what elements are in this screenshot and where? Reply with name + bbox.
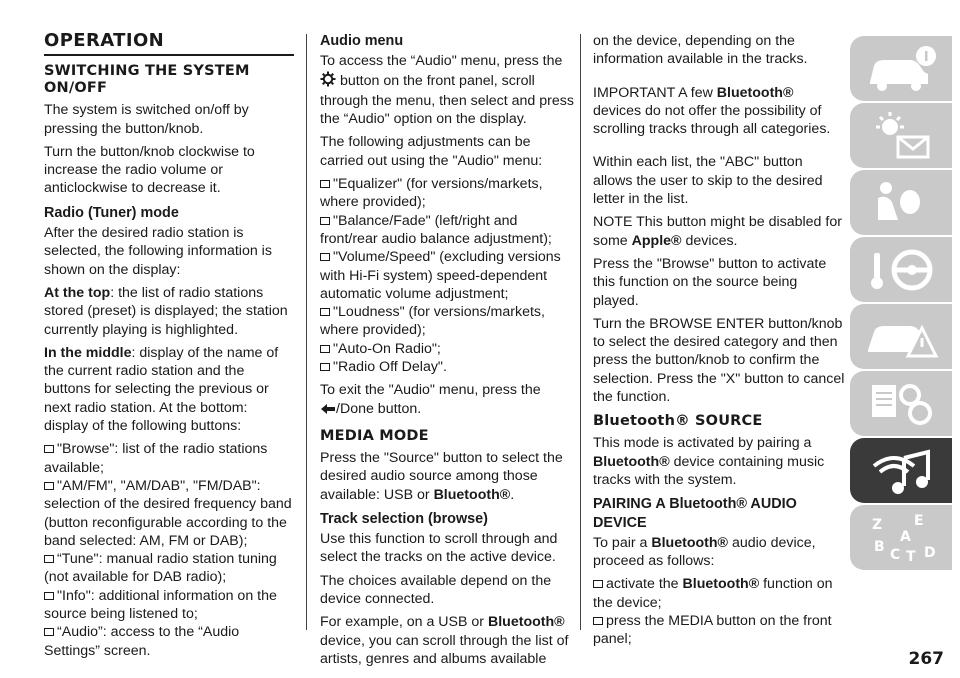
- warning-breakdown-icon: [864, 310, 944, 364]
- pairing-para: [593, 534, 845, 571]
- multimedia-icon: [864, 444, 944, 498]
- tab-index[interactable]: [850, 505, 952, 570]
- chapter-tab-strip: [850, 36, 952, 572]
- track-para-1: Use this function to scroll through and select the tracks on the active device.: [320, 531, 558, 566]
- gear-icon: [320, 71, 336, 92]
- switch-para-2: Turn the button/knob clockwise to increase the radio volume or anticlockwise to decrease it.: [44, 143, 255, 197]
- bluetooth-source-para: [593, 434, 845, 489]
- column-1: [44, 30, 294, 660]
- column-2: [320, 30, 574, 673]
- top-label: At the top: [44, 284, 111, 301]
- abc-para: Within each list, the "ABC" button allows the user to skip to the desired letter in the list.: [593, 154, 823, 208]
- list-item: [44, 587, 294, 624]
- list-item: [44, 623, 294, 660]
- car-info-icon: [864, 42, 944, 96]
- bullet-icon: [44, 482, 54, 490]
- bullet-icon: [44, 445, 54, 453]
- track-para-2: The choices available depend on the device connected.: [320, 572, 552, 608]
- middle-para: [44, 344, 294, 435]
- important-para-text-a: IMPORTANT A few: [593, 84, 717, 101]
- tab-starting-driving[interactable]: [850, 237, 952, 302]
- key-steering-icon: [864, 243, 944, 297]
- note-para: [593, 213, 845, 250]
- media-para: [320, 449, 574, 504]
- media-para-text-a: Press the "Source" button to select the desired audio source among those available: USB or: [320, 449, 563, 503]
- svg-text:D: D: [924, 545, 936, 561]
- column-3: [593, 30, 845, 649]
- index-icon: [864, 511, 944, 565]
- bullet-icon: [320, 308, 330, 316]
- switching-heading: SWITCHING THE SYSTEM ON/OFF: [44, 63, 250, 97]
- tab-safety[interactable]: [850, 170, 952, 235]
- audio-para-1: [320, 52, 574, 128]
- pairing-heading: PAIRING A Bluetooth® AUDIO DEVICE: [593, 496, 797, 531]
- media-para-bluetooth: Bluetooth®: [433, 486, 511, 503]
- exit-para-text: To exit the "Audio" menu, press the: [320, 382, 541, 399]
- tab-service[interactable]: [850, 371, 952, 436]
- list-item: [593, 612, 845, 649]
- list-item: [320, 303, 574, 340]
- track-para-3-bluetooth: Bluetooth®: [487, 614, 565, 631]
- back-arrow-icon: [320, 402, 336, 420]
- note-para-apple: Apple®: [631, 232, 682, 249]
- bt-para-bluetooth: Bluetooth®: [593, 453, 670, 470]
- track-para-3: [320, 613, 574, 668]
- important-para: [593, 84, 845, 139]
- bullet-icon: [320, 253, 330, 261]
- bullet-icon: [44, 592, 54, 600]
- lights-warnings-icon: [864, 109, 944, 163]
- list-item-text: "AM/FM", "AM/DAB", "FM/DAB": selection of the desired frequency band (button reconfigurable according to the band selected: AM, FM or DAB);: [44, 477, 292, 549]
- list-item: [320, 340, 574, 358]
- list-item-text: activate the: [606, 576, 683, 593]
- list-item-text: "Radio Off Delay".: [333, 359, 447, 376]
- tab-lights-warnings[interactable]: [850, 103, 952, 168]
- bullet-icon: [44, 555, 54, 563]
- list-item-text: "Volume/Speed" (excluding versions with Hi-Fi system) speed-dependent automatic volume adjustment;: [320, 249, 561, 302]
- track-para-3-text-b: device, you can scroll through the list of artists, genres and albums available: [320, 632, 569, 667]
- media-para-text-b: .: [510, 486, 515, 503]
- bullet-icon: [593, 580, 603, 588]
- exit-button-label: /Done button.: [336, 400, 422, 417]
- pairing-para-text-b: audio device, proceed as follows:: [593, 534, 816, 570]
- media-heading: MEDIA MODE: [320, 427, 429, 444]
- list-item: [44, 477, 294, 550]
- track-para-3-text-a: For example, on a USB or: [320, 614, 488, 631]
- page-number: 267: [908, 649, 944, 669]
- pairing-para-bluetooth: Bluetooth®: [651, 534, 729, 551]
- audio-heading: Audio menu: [320, 33, 404, 49]
- list-item-text: "Balance/Fade" (left/right and front/rear audio balance adjustment);: [320, 212, 552, 247]
- list-item: [44, 440, 294, 477]
- list-item: [593, 575, 845, 612]
- service-maintenance-icon: [864, 377, 944, 431]
- svg-text:A: A: [900, 529, 911, 545]
- bullet-icon: [320, 345, 330, 353]
- list-item: [320, 212, 574, 249]
- svg-text:B: B: [874, 539, 885, 555]
- tab-multimedia[interactable]: [850, 438, 952, 503]
- track-heading: Track selection (browse): [320, 510, 488, 527]
- pairing-para-text-a: To pair a: [593, 534, 652, 551]
- switch-para-1: The system is switched on/off by pressing the button/knob.: [44, 102, 249, 137]
- audio-para-1-text-b: button on the front panel, scroll through the menu, then select and press the “Audio" option on the display.: [320, 72, 574, 128]
- note-para-text-b: devices.: [681, 232, 738, 249]
- browse-para: Press the "Browse" button to activate this function on the source being played.: [593, 255, 827, 309]
- exit-para: [320, 381, 574, 420]
- list-item: [320, 358, 574, 376]
- radio-heading: Radio (Tuner) mode: [44, 204, 179, 221]
- svg-text:C: C: [890, 547, 901, 563]
- important-para-text-b: devices do not offer the possibility of scrolling tracks through all categories.: [593, 102, 831, 138]
- bullet-icon: [593, 617, 603, 625]
- radio-para: After the desired radio station is selected, the following information is shown on the display:: [44, 225, 272, 278]
- bullet-icon: [320, 363, 330, 371]
- bluetooth-source-heading: Bluetooth® SOURCE: [593, 413, 763, 430]
- list-item-text: "Loudness" (for versions/markets, where provided);: [320, 304, 545, 339]
- tab-emergency[interactable]: [850, 304, 952, 369]
- list-item-text: press the MEDIA button on the front panel;: [593, 613, 832, 648]
- bullet-icon: [320, 180, 330, 188]
- list-item-text: “Audio”: access to the “Audio Settings” screen.: [44, 624, 240, 659]
- audio-para-2: The following adjustments can be carried out using the "Audio" menu:: [320, 134, 543, 169]
- svg-text:E: E: [914, 513, 924, 529]
- list-item: [320, 248, 574, 303]
- middle-label: In the middle: [44, 344, 132, 361]
- tab-car-info[interactable]: [850, 36, 952, 101]
- important-para-bluetooth: Bluetooth®: [716, 84, 794, 101]
- list-item-text: "Info": additional information on the source being listened to;: [44, 587, 277, 623]
- top-text: : the list of radio stations stored (preset) is displayed; the station currently playing is highlighted.: [44, 284, 288, 338]
- bullet-icon: [320, 217, 330, 225]
- list-item: [320, 175, 574, 212]
- middle-text: : display of the name of the current radio station and the buttons for selecting the previous or next radio station. At the bottom: display of the following buttons:: [44, 344, 279, 435]
- svg-text:Z: Z: [872, 517, 883, 533]
- bullet-icon: [44, 628, 54, 636]
- list-item-text-end: function on the device;: [593, 576, 833, 611]
- list-item-text: “Tune": manual radio station tuning (not available for DAB radio);: [44, 551, 277, 586]
- bt-para-text-b: device containing music tracks with the system.: [593, 453, 825, 488]
- list-item-text: "Browse": list of the radio stations available;: [44, 441, 268, 476]
- column-divider-right: [580, 34, 581, 630]
- turn-para: Turn the BROWSE ENTER button/knob to select the desired category and then press the button/knob to confirm the selection. Press the "X" button to cancel the function.: [593, 315, 845, 406]
- audio-para-1-text-a: To access the “Audio" menu, press the: [320, 53, 563, 70]
- continued-para: on the device, depending on the information available in the tracks.: [593, 33, 808, 68]
- list-item-bluetooth: Bluetooth®: [682, 576, 760, 593]
- safety-airbag-icon: [864, 176, 944, 230]
- column-divider-left: [306, 34, 307, 630]
- note-para-text-a: NOTE This button might be disabled for some: [593, 214, 842, 249]
- top-para: [44, 284, 294, 339]
- bt-para-text-a: This mode is activated by pairing a: [593, 435, 812, 452]
- section-title: OPERATION: [44, 32, 294, 56]
- list-item-text: "Auto-On Radio";: [333, 340, 441, 357]
- list-item: [44, 550, 294, 587]
- svg-text:T: T: [906, 549, 916, 565]
- list-item-text: "Equalizer" (for versions/markets, where provided);: [320, 176, 543, 211]
